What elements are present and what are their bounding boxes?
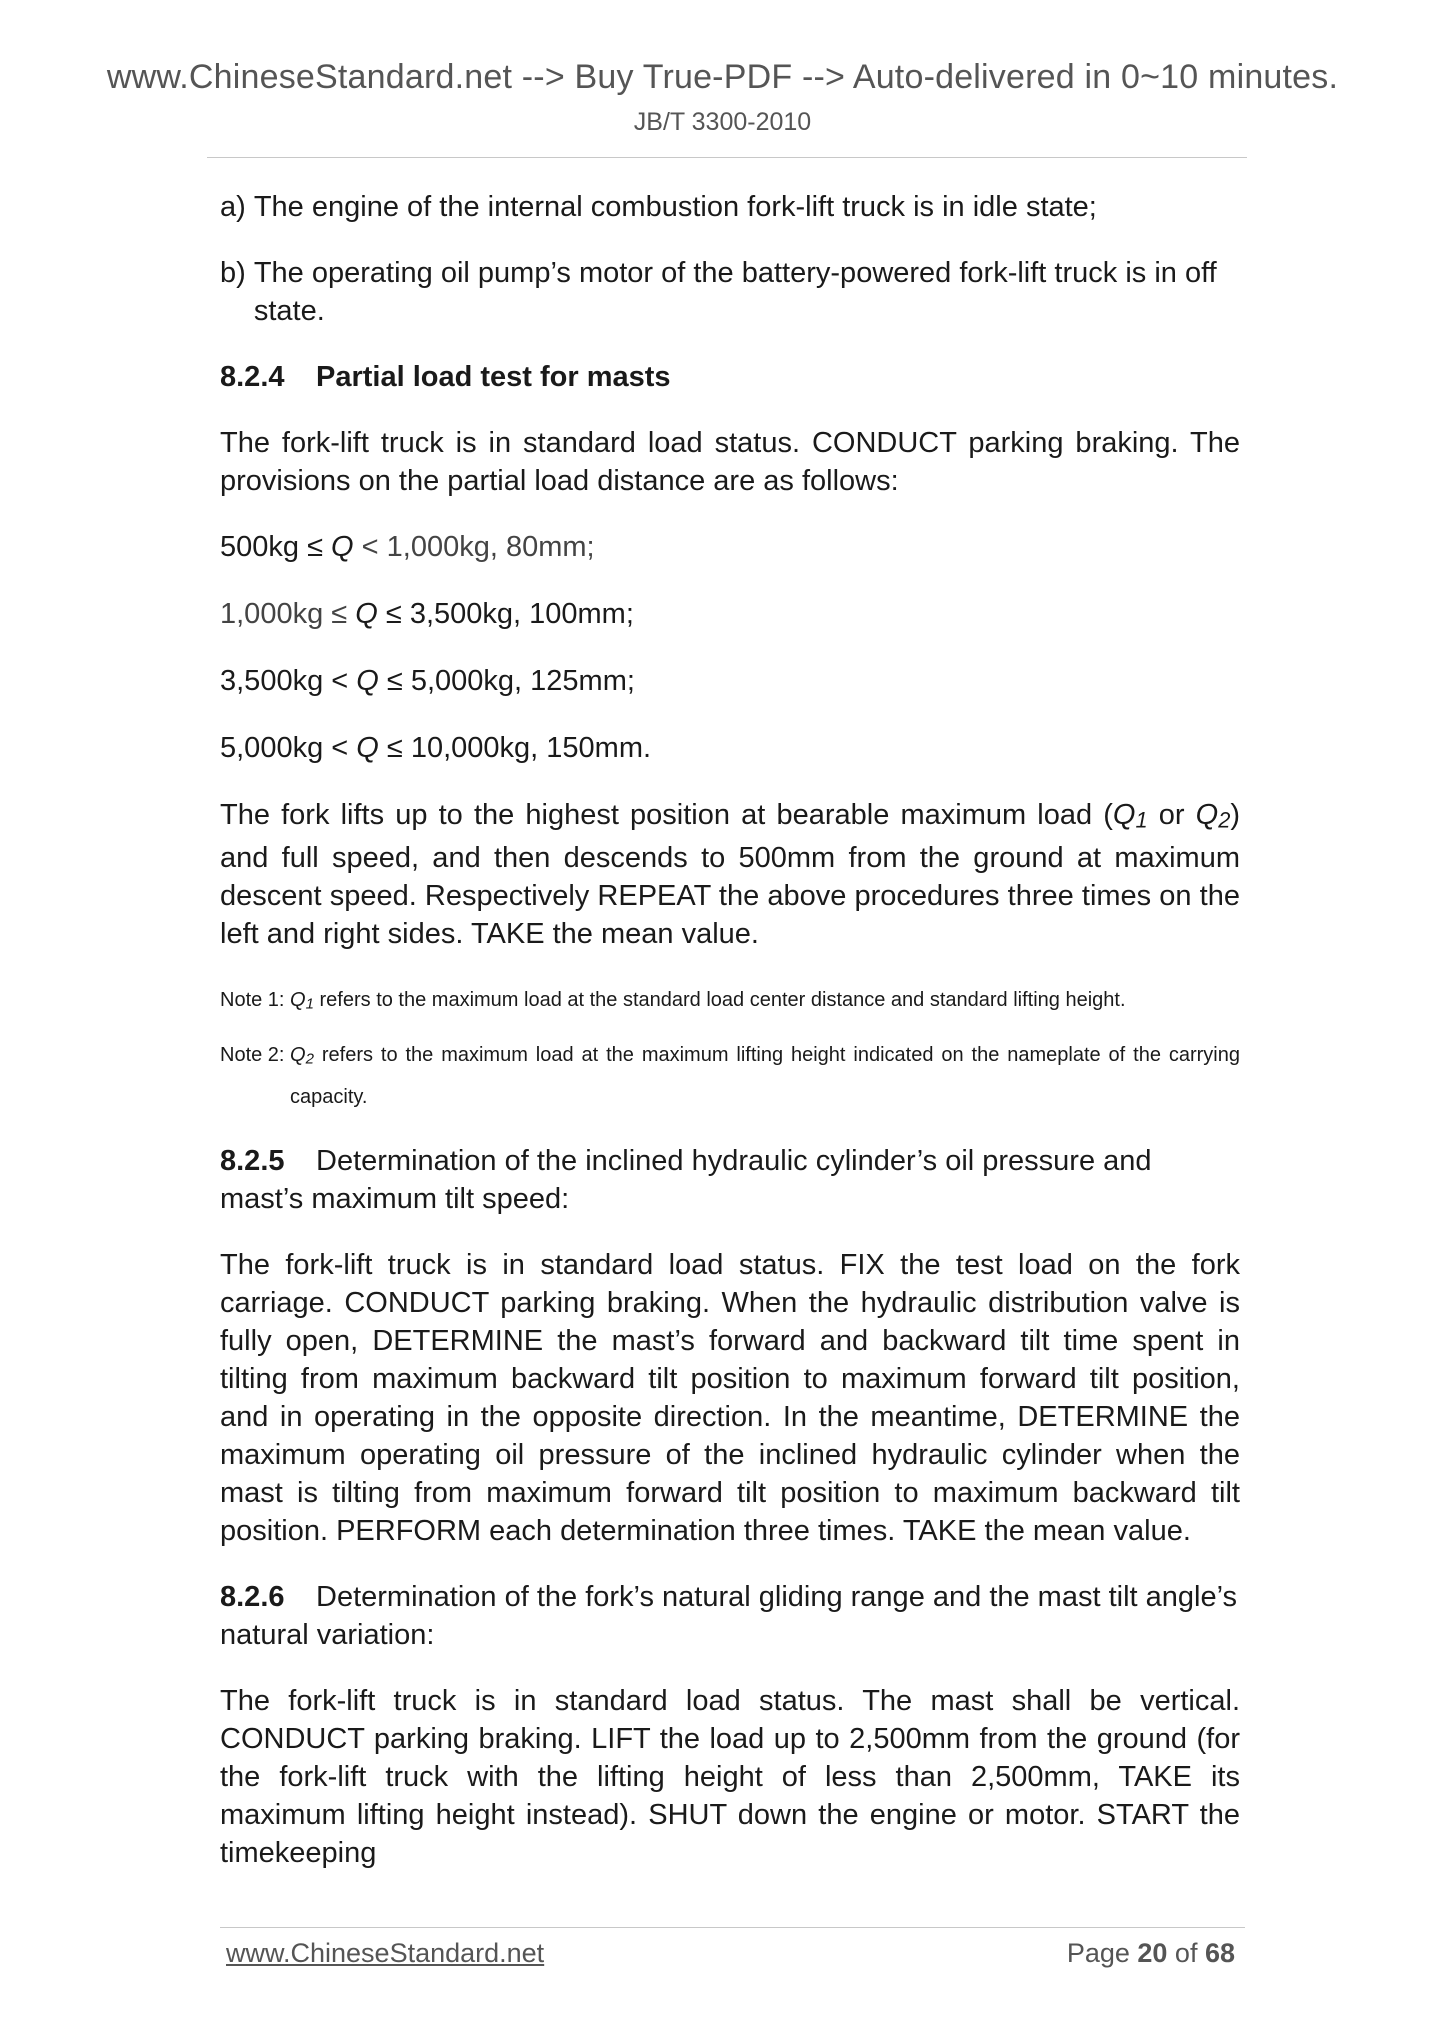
header-divider — [207, 157, 1247, 158]
list-item-b — [220, 254, 1240, 330]
page-number: 20 — [1137, 1938, 1168, 1968]
standard-code: JB/T 3300-2010 — [633, 108, 812, 136]
symbol-q: Q — [290, 1043, 306, 1066]
range-lower: 1,000kg ≤ — [220, 598, 356, 630]
section-heading-8-2-5 — [220, 1142, 1240, 1218]
symbol-q: Q — [290, 989, 306, 1012]
paragraph: The fork-lift truck is in standard load status. FIX the test load on the fork carriage. CONDUCT parking braking. When the hydraulic distribution valve is fully open, DETERMINE the mast’s forward and backward tilt time spent in tilting from maximum backward tilt position to maximum forward tilt position, and in operating in the opposite direction. In the meantime, DETERMINE the maximum operating oil pressure of the inclined hydraulic cylinder when the mast is tilting from maximum forward tilt position to maximum backward tilt position. PERFORM each determination three times. TAKE the mean value. — [220, 1248, 1240, 1547]
page-content — [220, 188, 1240, 1900]
section-number: 8.2.5 — [220, 1144, 285, 1177]
section-title: Determination of the inclined hydraulic cylinder’s oil pressure and mast’s maximum tilt speed: — [220, 1144, 1152, 1215]
paragraph — [220, 796, 1240, 953]
note-label: Note 1: — [220, 989, 291, 1012]
footer-divider — [220, 1927, 1245, 1928]
range-lower: 5,000kg < — [220, 732, 357, 764]
range-upper: ≤ 5,000kg, 125mm; — [378, 665, 635, 697]
section-title: Partial load test for masts — [316, 361, 671, 393]
load-range-2 — [220, 595, 1240, 633]
section-number: 8.2.6 — [220, 1580, 285, 1613]
list-item-label: a) — [220, 191, 254, 223]
range-upper: < 1,000kg, 80mm; — [353, 531, 595, 563]
note-1 — [220, 981, 1240, 1023]
note-text — [290, 1036, 1240, 1116]
subscript: 1 — [305, 995, 314, 1013]
list-item-text: The engine of the internal combustion fork-lift truck is in idle state; — [253, 191, 1097, 223]
subscript: 1 — [1135, 807, 1148, 833]
section-heading-8-2-6 — [220, 1578, 1240, 1654]
section-number: 8.2.4 — [220, 361, 285, 393]
text-run: The fork lifts up to the highest position at bearable maximum load ( — [220, 799, 1113, 831]
text-run: refers to the maximum load at the standard load center distance and standard lifting height. — [313, 989, 1126, 1012]
list-item-text: The operating oil pump’s motor of the battery-powered fork-lift truck is in off state. — [253, 257, 1217, 327]
load-range-3 — [220, 662, 1240, 700]
list-item-label: b) — [220, 257, 254, 289]
load-range-1 — [220, 528, 1240, 566]
load-range-4 — [220, 729, 1240, 767]
range-lower: 500kg ≤ — [220, 531, 332, 563]
paragraph: The fork-lift truck is in standard load status. CONDUCT parking braking. The provisions on the partial load distance are as follows: — [220, 427, 1240, 497]
range-upper: ≤ 3,500kg, 100mm; — [377, 598, 634, 630]
subscript: 2 — [1218, 807, 1231, 833]
symbol-q: Q — [1112, 799, 1136, 831]
range-symbol: Q — [356, 665, 379, 697]
page-label: Page — [1066, 1938, 1138, 1968]
section-heading-8-2-4 — [220, 358, 1240, 396]
list-item-a — [220, 188, 1240, 226]
page-indicator — [1067, 1938, 1235, 1969]
note-label: Note 2: — [220, 1043, 291, 1066]
page-of: of — [1167, 1938, 1205, 1968]
note-2 — [220, 1036, 1240, 1116]
symbol-q: Q — [1195, 799, 1219, 831]
section-title: Determination of the fork’s natural gliding range and the mast tilt angle’s natural variation: — [220, 1580, 1238, 1651]
paragraph: The fork-lift truck is in standard load status. The mast shall be vertical. CONDUCT parking braking. LIFT the load up to 2,500mm from the ground (for the fork-lift truck with the lifting height of less than 2,500mm, TAKE its maximum lifting height instead). SHUT down the engine or motor. START the timekeeping — [220, 1684, 1240, 1869]
range-symbol: Q — [355, 598, 378, 630]
header-banner[interactable]: www.ChineseStandard.net --> Buy True-PDF --> Auto-delivered in 0~10 minutes. — [106, 58, 1339, 96]
range-symbol: Q — [331, 531, 354, 563]
range-lower: 3,500kg < — [220, 665, 357, 697]
page-total: 68 — [1204, 1938, 1235, 1968]
text-run: ) and full speed, and then descends to 500mm from the ground at maximum descent speed. Respectively REPEAT the above procedures three times on the left and right sides. TAKE the mean value. — [220, 799, 1240, 951]
text-run: refers to the maximum load at the maximum lifting height indicated on the nameplate of the carrying capacity. — [290, 1043, 1240, 1108]
range-symbol: Q — [356, 732, 379, 764]
footer-site-link[interactable]: www.ChineseStandard.net — [226, 1938, 545, 1968]
range-upper: ≤ 10,000kg, 150mm. — [378, 732, 652, 764]
subscript: 2 — [305, 1049, 314, 1067]
text-run: or — [1147, 799, 1196, 831]
note-text — [290, 981, 1240, 1023]
